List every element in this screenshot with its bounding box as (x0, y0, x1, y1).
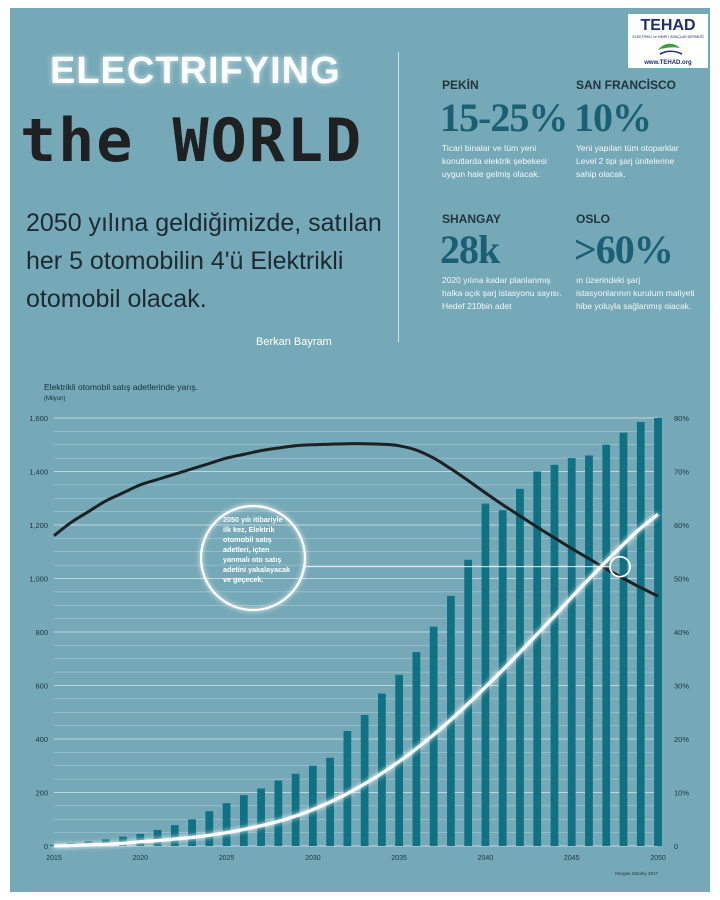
title-electrifying: ELECTRIFYING (50, 50, 341, 92)
annotation-text-line: ve geçecek. (223, 575, 264, 584)
bar-2030 (309, 766, 317, 846)
stat-city-shangay: SHANGAY (442, 212, 501, 226)
bar-2028 (274, 780, 282, 846)
chart-subtitle: (Milyon) (44, 396, 66, 402)
stat-text-san-francisco: Yeni yapılan tüm otoparklar Level 2 tipi şarj ünitelerine sahip olacak. (576, 143, 679, 179)
bar-2049 (637, 422, 645, 846)
header-divider (398, 52, 399, 342)
y-right-tick-label: 40% (674, 628, 690, 637)
x-tick-label: 2040 (477, 855, 494, 862)
tehad-logo[interactable] (628, 14, 708, 68)
bar-2046 (585, 455, 593, 846)
stat-text-shangay: 2020 yılına kadar planlanmış halka açık şarj istasyonu sayısı. Hedef 210bin adet (442, 275, 562, 311)
x-tick-label: 2050 (650, 855, 666, 862)
annotation-text-line: otomobil satış (223, 535, 272, 544)
y-left-tick-label: 1,000 (29, 574, 48, 584)
stat-value-san-francisco: 10% (574, 95, 651, 140)
line-series-light (54, 514, 658, 846)
stat-value-shangay: 28k (440, 227, 500, 272)
logo-tagline: ELEKTRİKLİ ve HİBRİT ARAÇLAR DERNEĞİ (632, 35, 704, 39)
title-the-world: the WORLD (20, 106, 364, 176)
y-right-tick-label: 50% (674, 574, 690, 584)
annotation-text-line: ilk kez, Elektrik (223, 525, 275, 534)
y-left-tick-label: 0 (43, 842, 48, 851)
tehad-logo-mark (628, 14, 708, 68)
stat-value-oslo: >60% (574, 227, 673, 272)
y-right-tick-label: 20% (674, 735, 690, 744)
chart-x-axis (46, 855, 666, 862)
bar-2041 (499, 510, 507, 846)
bar-2021 (154, 830, 162, 846)
stat-text-oslo: ın üzerindeki şarj istasyonlarının kurulum maliyeti hibe yoluyla sağlanmış olacak. (576, 275, 695, 311)
bar-2040 (482, 504, 490, 846)
x-tick-label: 2045 (563, 855, 580, 862)
x-tick-label: 2015 (46, 855, 62, 862)
infographic-poster (10, 8, 710, 892)
bar-2022 (171, 825, 179, 846)
y-left-tick-label: 200 (35, 788, 48, 798)
bar-2048 (620, 433, 628, 846)
chart-lines (54, 444, 658, 846)
stat-text-pekin: Ticari binalar ve tüm yeni konutlarda elektrik şebekesi uygun hale gelmiş olacak. (442, 143, 547, 179)
bar-2050 (654, 418, 662, 846)
bar-2029 (292, 774, 300, 846)
annotation-text-line: 2050 yılı itibariyle (223, 515, 283, 524)
ev-sales-chart (10, 376, 710, 892)
chart-annotation (201, 506, 630, 610)
logo-url: www.TEHAD.org (644, 60, 692, 66)
bar-2044 (551, 465, 559, 846)
annotation-text-line: adetini yakalayacak (223, 565, 291, 574)
bar-2025 (223, 803, 231, 846)
bar-2027 (257, 788, 265, 846)
stat-city-san-francisco: SAN FRANCİSCO (576, 78, 677, 92)
y-left-tick-label: 1,600 (29, 414, 48, 423)
bar-2023 (188, 819, 196, 846)
y-right-tick-label: 70% (674, 467, 690, 477)
y-left-tick-label: 400 (35, 735, 48, 744)
leaf-icon (658, 44, 680, 50)
stat-city-oslo: OSLO (576, 212, 611, 226)
stat-city-pekin: PEKİN (442, 78, 479, 92)
x-tick-label: 2020 (132, 855, 149, 862)
y-right-tick-label: 80% (674, 414, 690, 423)
x-tick-label: 2025 (218, 855, 235, 862)
x-tick-label: 2030 (305, 855, 321, 862)
bar-2032 (343, 731, 351, 846)
y-right-tick-label: 10% (674, 788, 690, 798)
author-name: Berkan Bayram (256, 336, 332, 348)
y-right-tick-label: 60% (674, 521, 690, 530)
chart-source: Morgan Stanley 2017 (615, 871, 658, 876)
y-left-tick-label: 800 (35, 628, 48, 637)
y-right-tick-label: 0 (674, 842, 679, 851)
bar-2045 (568, 458, 576, 846)
y-right-tick-label: 30% (674, 681, 690, 691)
annotation-text-line: adetleri, içten (223, 545, 270, 554)
y-left-tick-label: 1,400 (29, 467, 48, 477)
annotation-text-line: yanmalı oto satış (223, 555, 282, 564)
x-tick-label: 2035 (391, 855, 407, 862)
y-left-tick-label: 1,200 (29, 521, 48, 530)
bar-2042 (516, 489, 524, 846)
bar-2047 (602, 445, 610, 846)
swoosh-icon (660, 51, 682, 54)
line-series-dark (54, 444, 658, 597)
headline: 2050 yılına geldiğimizde, satılan her 5 otomobilin 4'ü Elektrikli otomobil olacak. (26, 209, 382, 313)
stat-value-pekin: 15-25% (440, 95, 568, 140)
logo-name: TEHAD (640, 17, 696, 34)
bar-2024 (205, 811, 213, 846)
bar-2026 (240, 795, 248, 846)
y-left-tick-label: 600 (35, 681, 48, 691)
chart-title: Elektrikli otomobil satış adetlerinde yarış. (44, 382, 199, 392)
